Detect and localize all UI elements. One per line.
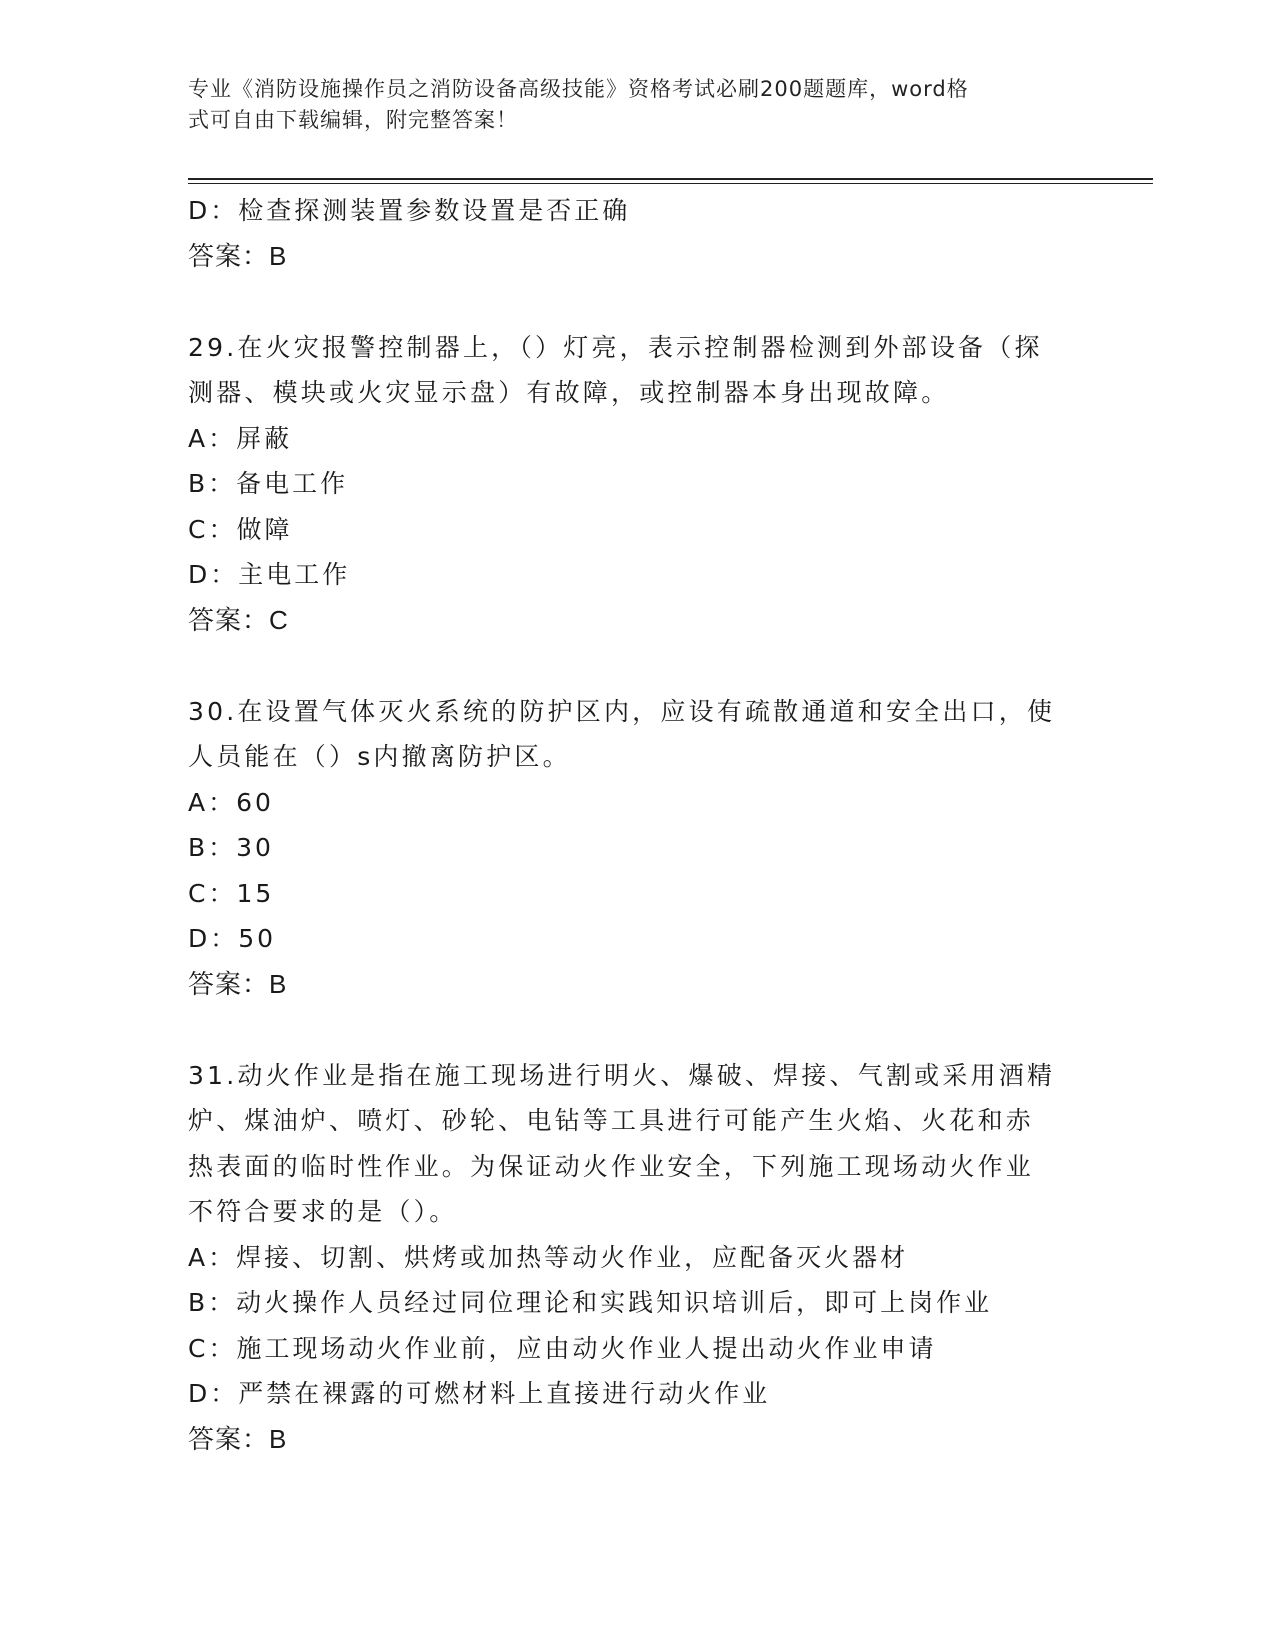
option-a: A：屏蔽: [188, 423, 293, 453]
spacer: [188, 279, 1088, 325]
option-d: D：50: [188, 924, 277, 953]
answer-line: 答案：B: [188, 1423, 288, 1454]
option-c: C：15: [188, 878, 275, 908]
header-rule-thick: [188, 178, 1153, 180]
question-stem-line: 30.在设置气体灭火系统的防护区内，应设有疏散通道和安全出口，使: [188, 696, 1056, 726]
question-stem-line: 31.动火作业是指在施工现场进行明火、爆破、焊接、气割或采用酒精: [188, 1060, 1056, 1090]
question-stem-line: 人员能在（）s内撤离防护区。: [188, 742, 571, 771]
option-a: A：60: [188, 787, 274, 817]
document-header: [188, 74, 1088, 136]
option-b: B：30: [188, 833, 274, 862]
option-a: A：焊接、切割、烘烤或加热等动火作业，应配备灭火器材: [188, 1242, 909, 1272]
option-c: C：施工现场动火作业前，应由动火作业人提出动火作业申请: [188, 1333, 937, 1363]
question-30: [188, 689, 1088, 1008]
option-c: C：做障: [188, 514, 293, 544]
answer-line: 答案：B: [188, 240, 288, 271]
question-stem-line: 炉、煤油炉、喷灯、砂轮、电钻等工具进行可能产生火焰、火花和赤: [188, 1106, 1035, 1135]
header-line-1: 专业《消防设施操作员之消防设备高级技能》资格考试必刷200题题库，word格: [188, 77, 969, 101]
question-stem-line: 测器、模块或火灾显示盘）有故障，或控制器本身出现故障。: [188, 378, 950, 407]
spacer: [188, 1007, 1088, 1053]
option-d: D：严禁在裸露的可燃材料上直接进行动火作业: [188, 1379, 771, 1408]
question-content: [188, 188, 1088, 1462]
header-line-2: 式可自由下载编辑，附完整答案！: [188, 108, 518, 132]
option-d: D：主电工作: [188, 560, 351, 589]
spacer: [188, 643, 1088, 689]
continuation-block: [188, 188, 1088, 279]
question-29: [188, 325, 1088, 644]
question-31: [188, 1053, 1088, 1463]
option-b: B：动火操作人员经过同位理论和实践知识培训后，即可上岗作业: [188, 1288, 993, 1317]
option-b: B：备电工作: [188, 469, 349, 498]
header-rule-thin: [188, 183, 1153, 184]
question-stem-line: 热表面的临时性作业。为保证动火作业安全，下列施工现场动火作业: [188, 1151, 1035, 1181]
question-stem-line: 不符合要求的是（）。: [188, 1197, 458, 1226]
question-stem-line: 29.在火灾报警控制器上，（）灯亮，表示控制器检测到外部设备（探: [188, 332, 1043, 362]
answer-line: 答案：C: [188, 604, 289, 635]
option-d: D：检查探测装置参数设置是否正确: [188, 196, 631, 225]
answer-line: 答案：B: [188, 968, 288, 999]
